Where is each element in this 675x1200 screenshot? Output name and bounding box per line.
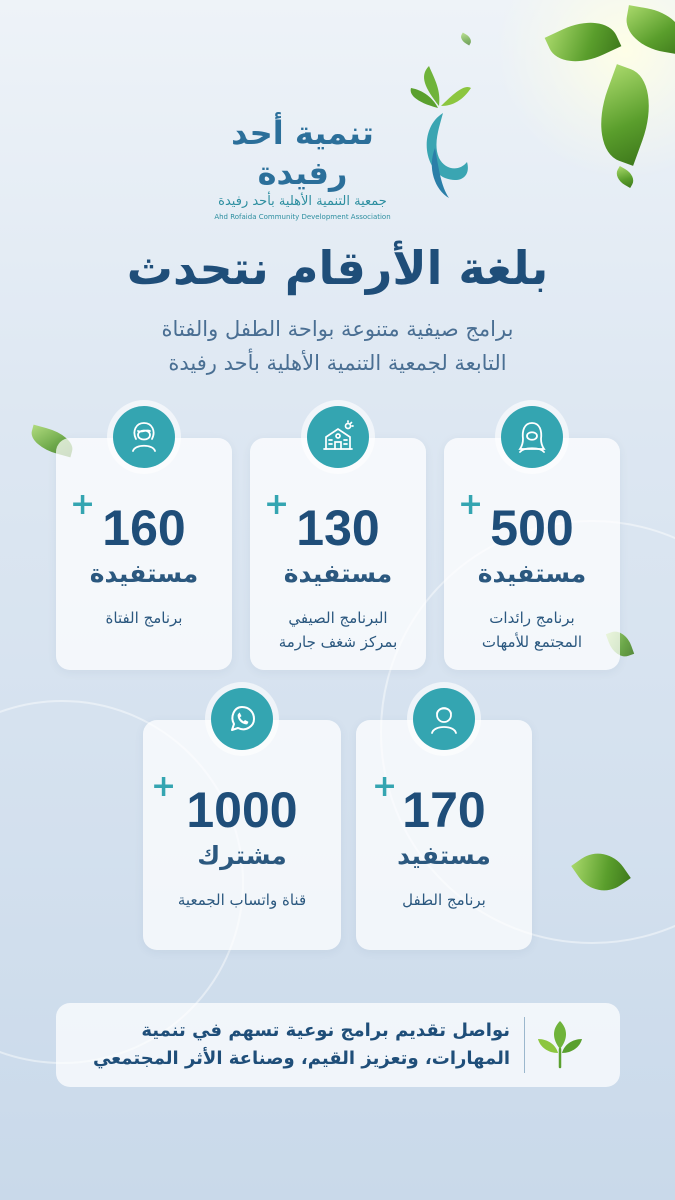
footer-line: نواصل تقديم برامج نوعية تسهم في تنمية <box>141 1020 510 1041</box>
plus-sign: + <box>372 769 398 804</box>
stat-description: برنامج الطفل <box>402 891 486 909</box>
stat-badge <box>307 406 369 468</box>
subtitle-line: التابعة لجمعية التنمية الأهلية بأحد رفيدة <box>168 351 507 375</box>
stat-unit: مشترك <box>197 841 287 870</box>
logo-title: تنمية أحد رفيدة <box>231 114 374 192</box>
stat-unit: مستفيدة <box>89 559 199 588</box>
stat-card-children-program <box>356 720 532 950</box>
page-subtitle <box>60 312 615 380</box>
plus-sign: + <box>70 487 96 522</box>
logo-english-name: Ahd Rofaida Community Development Association <box>214 213 391 221</box>
logo-subtitle: جمعية التنمية الأهلية بأحد رفيدة <box>218 194 387 209</box>
stat-badge <box>413 688 475 750</box>
footer-line: المهارات، وتعزيز القيم، وصناعة الأثر المجتمعي <box>92 1048 510 1069</box>
footer-banner <box>56 1003 620 1087</box>
association-logo <box>0 58 675 221</box>
stat-description: البرنامج الصيفي <box>288 609 388 627</box>
stat-description: المجتمع للأمهات <box>481 633 583 651</box>
page-title: بلغة الأرقام نتحدث <box>126 241 549 295</box>
logo-text <box>200 113 405 223</box>
stat-card-mothers-program <box>444 438 620 670</box>
stat-card-whatsapp-channel <box>143 720 341 950</box>
school-building-icon <box>320 419 356 455</box>
plus-sign: + <box>151 769 177 804</box>
leaf-decoration <box>459 33 473 46</box>
stat-card-summer-program <box>250 438 426 670</box>
stat-description: برنامج رائدات <box>489 609 575 627</box>
stat-badge <box>113 406 175 468</box>
stat-number: 1000 <box>186 782 298 838</box>
stat-description: قناة واتساب الجمعية <box>177 891 307 909</box>
sprout-icon <box>536 1019 584 1071</box>
stat-unit: مستفيدة <box>283 559 393 588</box>
stat-number: 500 <box>490 500 574 556</box>
girl-icon <box>126 419 162 455</box>
boy-icon <box>426 701 462 737</box>
footer-message <box>70 1017 510 1073</box>
stat-description: برنامج الفتاة <box>105 609 183 627</box>
plus-sign: + <box>264 487 290 522</box>
footer-divider <box>524 1017 525 1073</box>
stat-unit: مستفيد <box>397 841 491 870</box>
hijab-woman-icon <box>514 419 550 455</box>
stat-badge <box>211 688 273 750</box>
stat-badge <box>501 406 563 468</box>
stat-card-girls-program <box>56 438 232 670</box>
subtitle-line: برامج صيفية متنوعة بواحة الطفل والفتاة <box>161 317 514 341</box>
stat-number: 130 <box>296 500 380 556</box>
stat-unit: مستفيدة <box>477 559 587 588</box>
stat-number: 160 <box>102 500 186 556</box>
plus-sign: + <box>458 487 484 522</box>
whatsapp-icon <box>224 701 260 737</box>
stat-description: بمركز شغف جارمة <box>278 633 398 651</box>
stat-number: 170 <box>402 782 486 838</box>
logo-mark-icon <box>405 58 475 208</box>
